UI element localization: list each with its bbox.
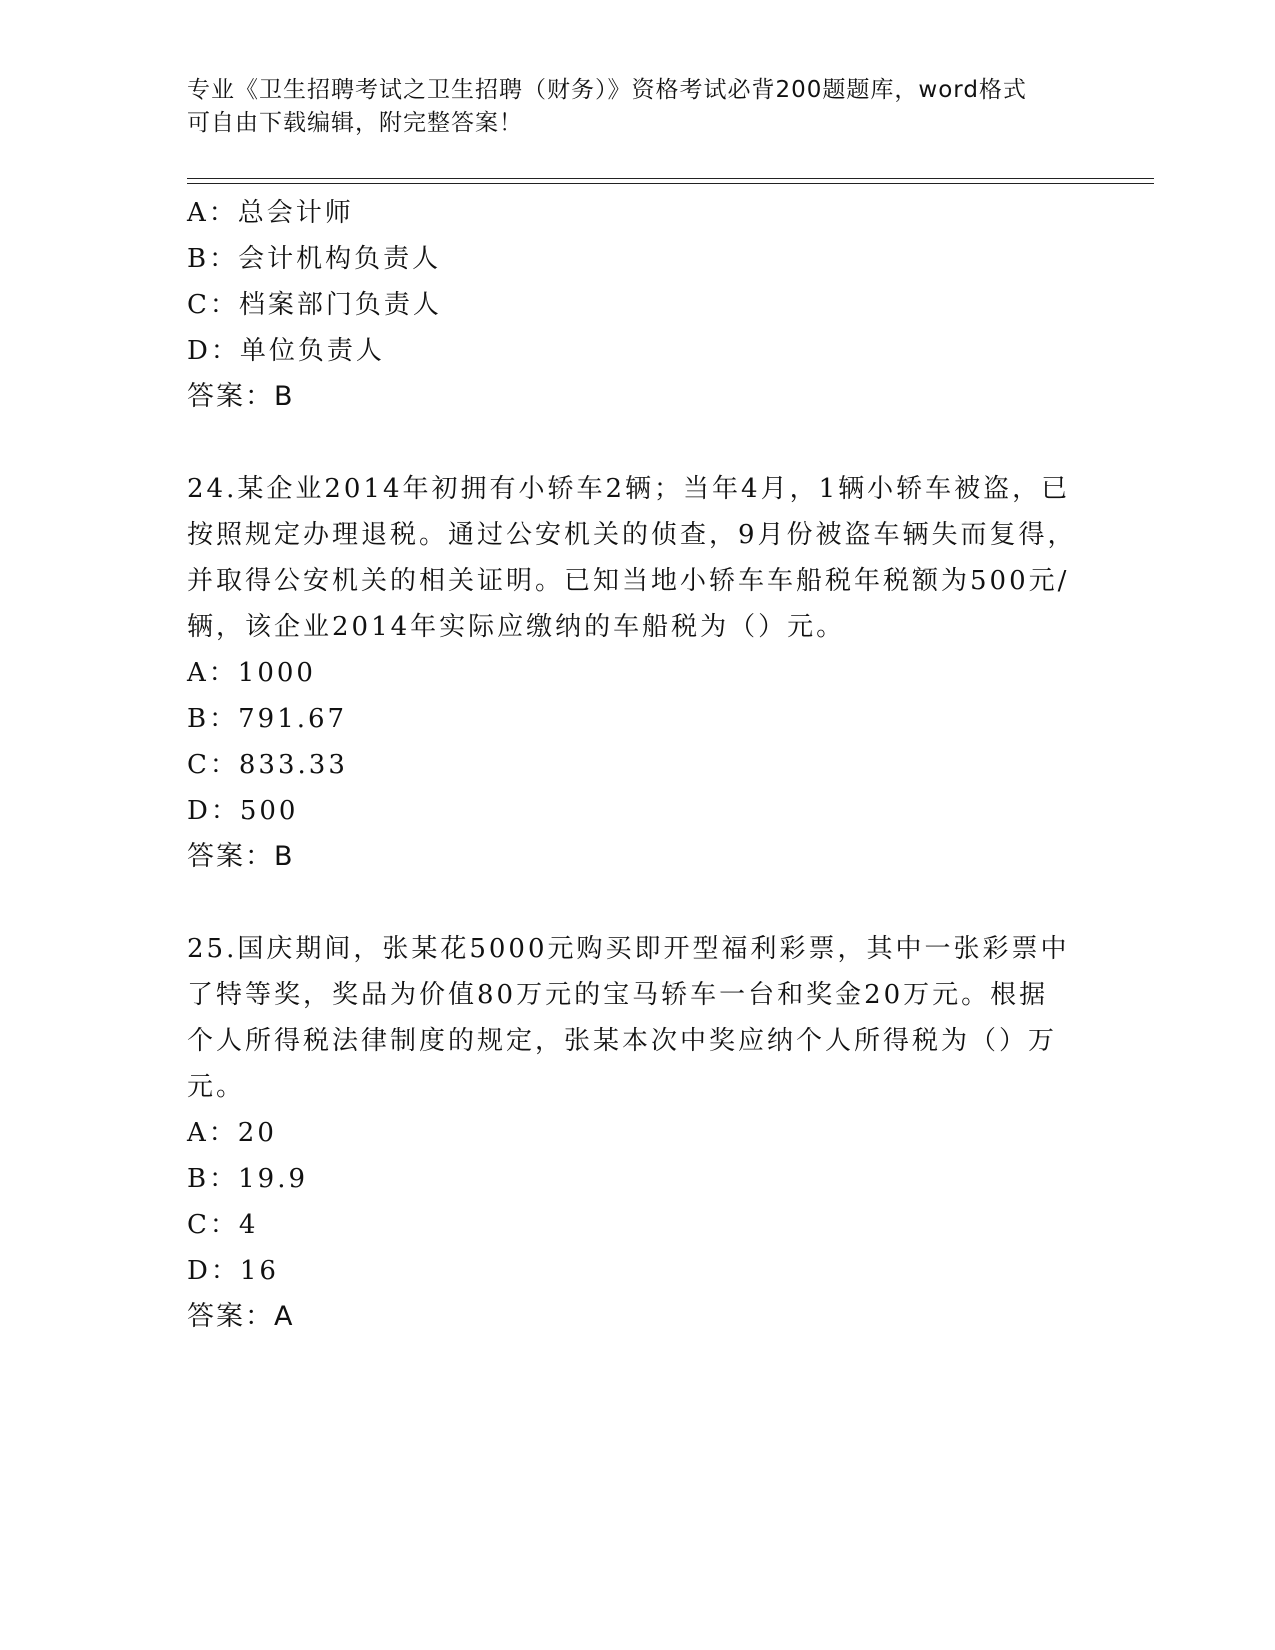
question-24-option-b: B：791.67 [187,704,348,734]
document-header [187,74,1087,140]
question-25-stem-line: 了特等奖，奖品为价值80万元的宝马轿车一台和奖金20万元。根据 [187,980,1049,1010]
question-25-option-d: D：16 [187,1256,279,1286]
header-divider-bottom [187,183,1154,184]
question-24-option-d: D：500 [187,796,299,826]
question-23-option-c: C：档案部门负责人 [187,290,442,320]
question-25-stem-line: 个人所得税法律制度的规定，张某本次中奖应纳个人所得税为（）万 [187,1026,1058,1056]
question-23-option-d: D：单位负责人 [187,336,385,366]
header-divider-top [187,178,1154,179]
question-spacer [187,880,1087,926]
question-24-stem-line: 并取得公安机关的相关证明。已知当地小轿车车船税年税额为500元/ [187,566,1070,596]
question-spacer [187,420,1087,466]
header-line-1: 专业《卫生招聘考试之卫生招聘（财务）》资格考试必背200题题库，word格式 [187,77,1027,103]
question-24-option-c: C：833.33 [187,750,348,780]
question-25-option-a: A：20 [187,1118,277,1148]
question-24-stem-line: 24.某企业2014年初拥有小轿车2辆；当年4月，1辆小轿车被盗，已 [187,474,1071,504]
question-list [187,190,1087,1340]
question-23-answer: 答案：B [187,381,295,412]
question-23-option-a: A：总会计师 [187,198,354,228]
question-25-option-b: B：19.9 [187,1164,308,1194]
header-line-2: 可自由下载编辑，附完整答案！ [187,110,523,136]
question-25-option-c: C：4 [187,1210,259,1240]
question-23-block [187,190,1087,420]
question-25-stem-line: 元。 [187,1072,246,1102]
question-24-stem-line: 按照规定办理退税。通过公安机关的侦查，9月份被盗车辆失而复得， [187,520,1077,550]
question-24-stem-line: 辆，该企业2014年实际应缴纳的车船税为（）元。 [187,612,846,642]
question-23-option-b: B：会计机构负责人 [187,244,442,274]
question-24-answer: 答案：B [187,841,295,872]
question-25-answer: 答案：A [187,1301,295,1332]
question-25-block [187,926,1087,1340]
question-24-block [187,466,1087,880]
question-25-stem-line: 25.国庆期间，张某花5000元购买即开型福利彩票，其中一张彩票中 [187,934,1070,964]
question-24-option-a: A：1000 [187,658,316,688]
